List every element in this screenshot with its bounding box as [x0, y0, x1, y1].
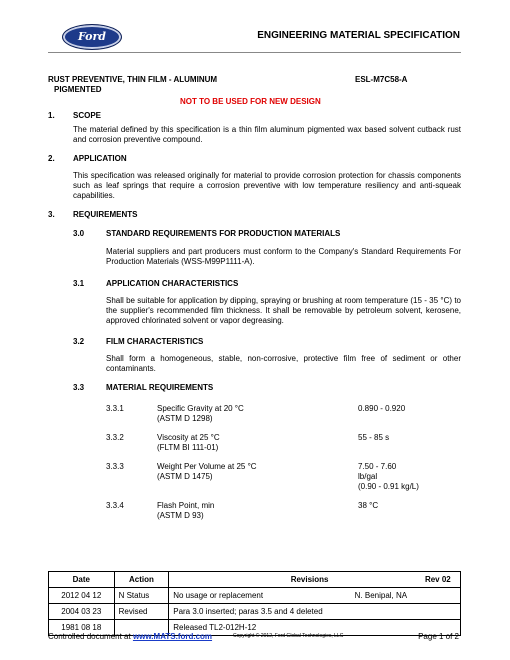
requirement-num: 3.3.3: [106, 462, 124, 471]
revision-table-header: [49, 572, 461, 588]
requirement-property: Viscosity at 25 °C: [157, 433, 220, 442]
row-author: [351, 604, 461, 620]
requirement-value: 7.50 - 7.60: [358, 462, 397, 471]
footer-controlled-prefix: Controlled document at: [48, 632, 133, 641]
spec-title-line1: RUST PREVENTIVE, THIN FILM - ALUMINUM: [48, 75, 218, 84]
section-heading-scope: SCOPE: [73, 111, 102, 120]
subsection-text-3-1: Shall be suitable for application by dipping, spraying or brushing at room temperature (15 - 35 °C) to the supplier's recommended film thickness. It shall be removable by petroleum solvent, kerosene, approved chlorinated solvent or vapor degreasing.: [106, 296, 461, 325]
row-author: N. Benipal, NA: [351, 588, 461, 604]
requirement-property: Flash Point, min: [157, 501, 215, 510]
row-action: N Status: [114, 588, 169, 604]
row-date: 2012 04 12: [49, 588, 115, 604]
footer-page-number: Page 1 of 2: [418, 632, 459, 641]
subsection-num-3-1: 3.1: [73, 279, 85, 288]
revision-table: [48, 571, 461, 636]
page-footer: [48, 632, 461, 642]
ford-logo: [62, 24, 122, 50]
ford-logo-text: Ford: [77, 30, 107, 43]
subsection-num-3-3: 3.3: [73, 383, 85, 392]
requirement-num: 3.3.1: [106, 404, 124, 413]
row-revision: Released TL2-012H-12: [169, 620, 351, 636]
subsection-heading-3-3: MATERIAL REQUIREMENTS: [106, 383, 214, 392]
requirement-value: 55 - 85 s: [358, 433, 390, 442]
requirement-property: Weight Per Volume at 25 °C: [157, 462, 257, 471]
row-date: 1981 08 18: [49, 620, 115, 636]
requirement-value: 0.890 - 0.920: [358, 404, 406, 413]
subsection-heading-3-1: APPLICATION CHARACTERISTICS: [106, 279, 239, 288]
header-revisions: Revisions: [290, 575, 329, 584]
document-title: ENGINEERING MATERIAL SPECIFICATION: [257, 30, 460, 41]
subsection-heading-3-2: FILM CHARACTERISTICS: [106, 337, 204, 346]
requirement-test-method: (ASTM D 93): [157, 511, 204, 520]
requirement-num: 3.3.2: [106, 433, 124, 442]
subsection-num-3-2: 3.2: [73, 337, 85, 346]
spec-number: ESL-M7C58-A: [355, 75, 408, 84]
row-revision: No usage or replacement: [169, 588, 351, 604]
footer-controlled: [48, 632, 212, 641]
subsection-num-3-0: 3.0: [73, 229, 85, 238]
requirement-test-method: (ASTM D 1475): [157, 472, 213, 481]
footer-copyright: Copyright © 2012, Ford Global Technologies, LLC: [233, 633, 344, 639]
header-action: Action: [114, 572, 169, 588]
scope-text: The material defined by this specification is a thin film aluminum pigmented wax based solvent cutback rust and corrosion preventive compound.: [73, 125, 461, 144]
requirement-property: Specific Gravity at 20 °C: [157, 404, 244, 413]
requirement-value-metric: (0.90 - 0.91 kg/L): [358, 482, 419, 491]
table-row: [49, 588, 461, 604]
section-heading-requirements: REQUIREMENTS: [73, 210, 138, 219]
subsection-heading-3-0: STANDARD REQUIREMENTS FOR PRODUCTION MATERIALS: [106, 229, 341, 238]
section-num-scope: 1.: [48, 111, 55, 120]
header-revisions-cell: [169, 572, 461, 588]
requirement-value: 38 °C: [358, 501, 379, 510]
table-row: [49, 604, 461, 620]
header-date: Date: [49, 572, 115, 588]
section-heading-application: APPLICATION: [73, 154, 127, 163]
section-num-application: 2.: [48, 154, 55, 163]
mats-link[interactable]: www.MATS.ford.com: [132, 632, 213, 641]
obsolete-warning: NOT TO BE USED FOR NEW DESIGN: [180, 97, 321, 106]
section-num-requirements: 3.: [48, 210, 55, 219]
row-action: Revised: [114, 604, 169, 620]
spec-title-line2: PIGMENTED: [54, 85, 102, 94]
header-rev: Rev 02: [424, 575, 451, 584]
row-date: 2004 03 23: [49, 604, 115, 620]
requirement-num: 3.3.4: [106, 501, 124, 510]
subsection-text-3-2: Shall form a homogeneous, stable, non-corrosive, protective film free of sediment or other contaminants.: [106, 354, 461, 373]
row-revision: Para 3.0 inserted; paras 3.5 and 4 deleted: [169, 604, 351, 620]
requirement-test-method: (ASTM D 1298): [157, 414, 213, 423]
subsection-text-3-0: Material suppliers and part producers must conform to the Company's Standard Requirements For Production Materials (WSS-M99P1111-A).: [106, 247, 461, 266]
requirement-unit: lb/gal: [358, 472, 378, 481]
application-text: This specification was released originally for material to provide corrosion protection for chassis components such as leaf springs that require a corrosion preventive with low temperature resiliency and anti-squeak capabilities.: [73, 171, 461, 200]
requirement-test-method: (FLTM BI 111-01): [157, 443, 219, 452]
header-divider: [48, 52, 461, 53]
